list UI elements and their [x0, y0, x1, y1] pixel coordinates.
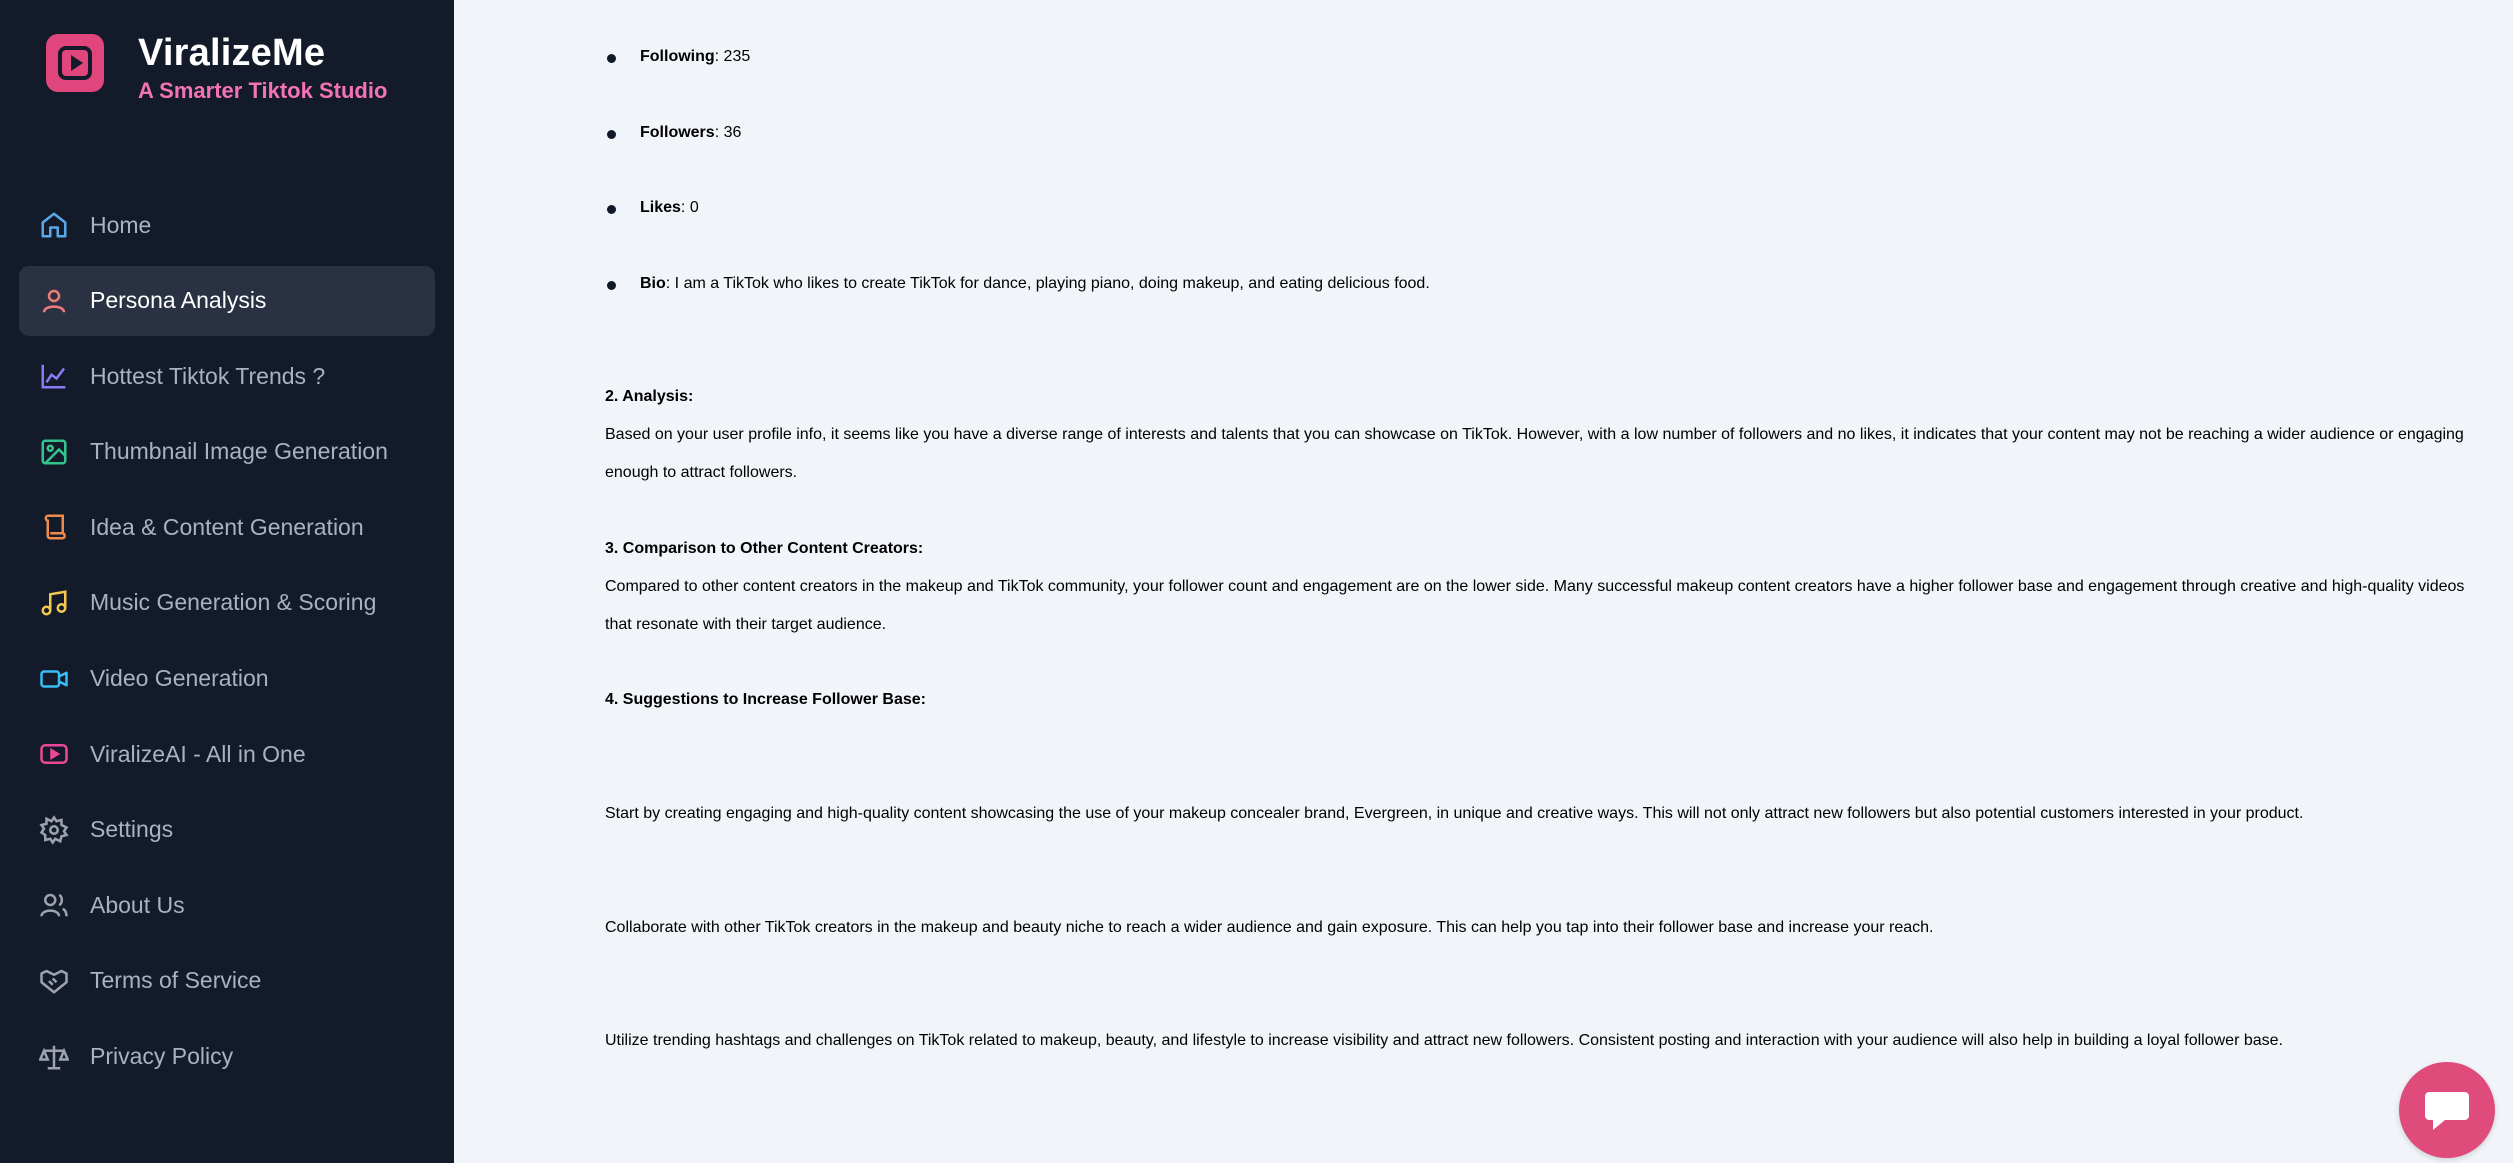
- suggestions-section: [605, 681, 2485, 719]
- brand[interactable]: [46, 30, 387, 106]
- sidebar-item-settings[interactable]: [19, 795, 435, 865]
- sidebar-item-label: Music Generation & Scoring: [90, 589, 377, 616]
- analysis-heading: 2. Analysis:: [605, 388, 694, 405]
- sidebar-item-label: Video Generation: [90, 665, 269, 692]
- list-item: [640, 191, 1430, 267]
- logo-icon: [46, 34, 104, 92]
- sidebar-item-home[interactable]: [19, 190, 435, 260]
- handshake-icon: [38, 965, 70, 997]
- brand-title: ViralizeMe: [138, 32, 326, 74]
- stat-value: : 235: [714, 48, 751, 65]
- brand-subtitle: A Smarter Tiktok Studio: [138, 78, 388, 103]
- comparison-heading: 3. Comparison to Other Content Creators:: [605, 540, 924, 557]
- chat-icon: [2423, 1088, 2471, 1132]
- analysis-section: [605, 378, 2485, 492]
- sidebar-item-privacy[interactable]: [19, 1022, 435, 1092]
- users-icon: [38, 889, 70, 921]
- scroll-icon: [38, 511, 70, 543]
- sidebar-item-thumbnail[interactable]: [19, 417, 435, 487]
- stat-label: Followers: [640, 123, 715, 141]
- stat-value: : I am a TikTok who likes to create TikTok for dance, playing piano, doing makeup, and eating delicious food.: [665, 274, 1430, 292]
- suggestions-heading: 4. Suggestions to Increase Follower Base:: [605, 691, 926, 708]
- comparison-section: [605, 530, 2485, 644]
- comparison-text: Compared to other content creators in the makeup and TikTok community, your follower count and engagement are on the lower side. Many successful makeup content creators have a higher follower base and engagement through creative and high-quality videos that resonate with their target audience.: [605, 578, 2465, 633]
- sidebar-nav: [19, 190, 435, 1097]
- chat-button[interactable]: [2399, 1062, 2495, 1158]
- sidebar-item-video[interactable]: [19, 644, 435, 714]
- sidebar: [0, 0, 454, 1163]
- main-content: [454, 0, 2513, 1163]
- music-icon: [38, 587, 70, 619]
- sidebar-item-label: Thumbnail Image Generation: [90, 438, 388, 465]
- stat-value: : 36: [714, 123, 742, 141]
- sidebar-item-label: Idea & Content Generation: [90, 513, 364, 540]
- sidebar-item-label: ViralizeAI - All in One: [90, 740, 306, 767]
- suggestion-1: Start by creating engaging and high-quality content showcasing the use of your makeup concealer brand, Evergreen, in unique and creative ways. This will not only attract new followers but also potential customers interested in your product.: [605, 805, 2304, 822]
- home-icon: [38, 209, 70, 241]
- image-icon: [38, 436, 70, 468]
- sidebar-item-label: Privacy Policy: [90, 1043, 234, 1070]
- sidebar-item-label: Home: [90, 211, 152, 238]
- sidebar-item-trends[interactable]: [19, 341, 435, 411]
- sidebar-item-label: Terms of Service: [90, 967, 262, 994]
- scale-icon: [38, 1041, 70, 1073]
- sidebar-item-label: Settings: [90, 816, 174, 843]
- stat-label: Likes: [640, 199, 681, 216]
- sidebar-item-label: About Us: [90, 891, 185, 918]
- video-icon: [38, 663, 70, 695]
- sidebar-item-label: Persona Analysis: [90, 287, 267, 314]
- stat-label: Bio: [640, 274, 666, 292]
- chart-icon: [38, 360, 70, 392]
- list-item: [640, 267, 1430, 343]
- gear-icon: [38, 814, 70, 846]
- sidebar-item-viralizeai[interactable]: [19, 719, 435, 789]
- stat-value: : 0: [680, 199, 699, 216]
- sidebar-item-persona-analysis[interactable]: [19, 266, 435, 336]
- play-icon: [38, 738, 70, 770]
- stat-label: Following: [640, 48, 715, 65]
- sidebar-item-label: Hottest Tiktok Trends ?: [90, 362, 326, 389]
- suggestion-3: Utilize trending hashtags and challenges on TikTok related to makeup, beauty, and lifestyle to increase visibility and attract new followers. Consistent posting and interaction with your audience will also help in building a loyal follower base.: [605, 1032, 2283, 1049]
- sidebar-item-terms[interactable]: [19, 946, 435, 1016]
- profile-stats-list: [640, 40, 1430, 342]
- suggestion-2: Collaborate with other TikTok creators in the makeup and beauty niche to reach a wider audience and gain exposure. This can help you tap into their follower base and increase your reach.: [605, 919, 1934, 936]
- analysis-text: Based on your user profile info, it seems like you have a diverse range of interests and talents that you can showcase on TikTok. However, with a low number of followers and no likes, it indicates that your content may not be reaching a wider audience or engaging enough to attract followers.: [605, 426, 2464, 481]
- list-item: [640, 40, 1430, 116]
- sidebar-item-idea[interactable]: [19, 492, 435, 562]
- sidebar-item-music[interactable]: [19, 568, 435, 638]
- user-icon: [38, 285, 70, 317]
- list-item: [640, 116, 1430, 192]
- sidebar-item-about[interactable]: [19, 870, 435, 940]
